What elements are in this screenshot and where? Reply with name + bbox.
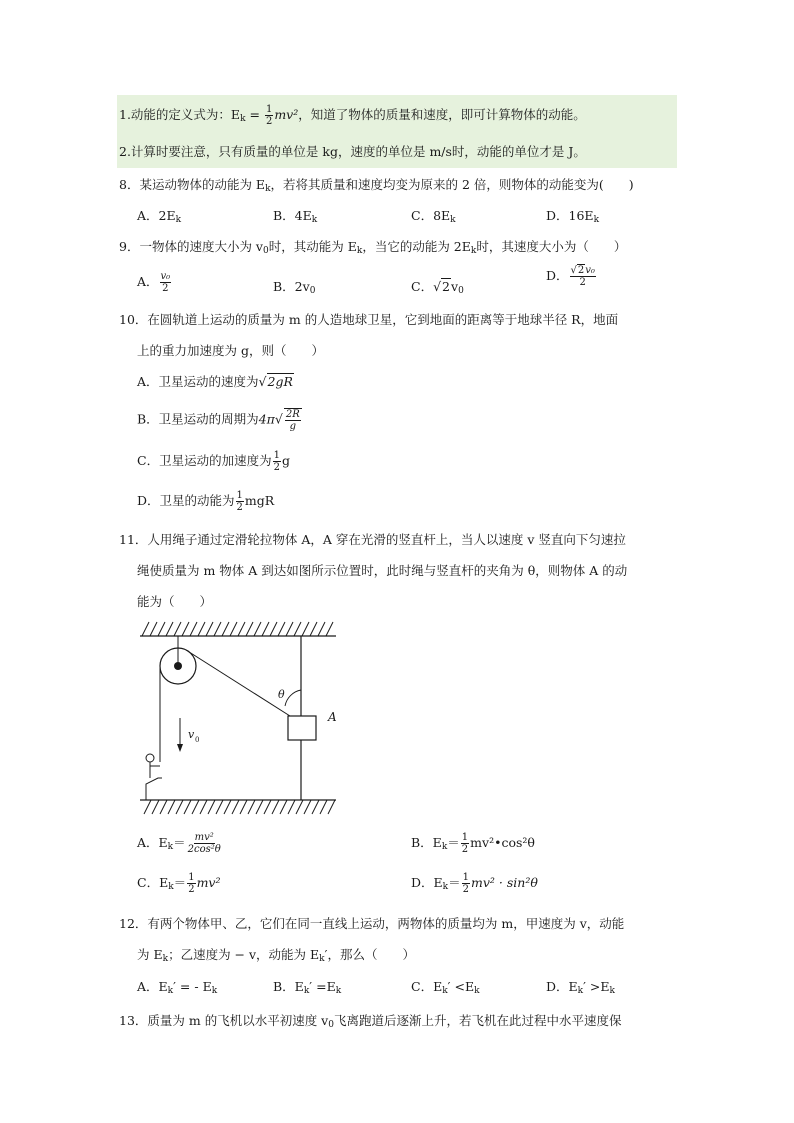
velocity-label: v (188, 728, 195, 741)
q9-a-label: A． (137, 274, 159, 289)
q10-d-text: D．卫星的动能为 (137, 493, 235, 508)
q11-c-post: mv² (196, 875, 221, 890)
q12-option-a[interactable] (137, 978, 217, 1000)
q11-a-sub: k (167, 842, 174, 852)
pulley-diagram (138, 618, 338, 818)
q12-b-post: ′ =E (309, 979, 336, 994)
q8-option-a[interactable] (137, 207, 181, 229)
q11-c-fraction (187, 872, 195, 895)
q12-sub-2: k (319, 954, 325, 964)
fraction-den: 2 (579, 277, 586, 288)
q11-b-eq: ＝ (447, 835, 460, 850)
q8-option-c[interactable] (411, 207, 456, 229)
note-line-1 (119, 104, 586, 128)
q10-b-pre: 4π (258, 411, 275, 427)
q13-stem-a: 13．质量为 m 的飞机以水平初速度 v (119, 1013, 329, 1028)
q11-d-label: D．E (411, 875, 443, 890)
q11-b-fraction (461, 832, 469, 855)
q12-b-sub2: k (335, 986, 342, 996)
q11-a-label: A．E (137, 835, 168, 850)
theta-label: θ (278, 688, 285, 701)
q8-d-text: D．16E (546, 208, 594, 223)
q11-a-fraction (187, 832, 222, 855)
q11-c-label: C．E (137, 875, 169, 890)
fraction-den: 2 (188, 884, 195, 895)
q8-d-sub: k (593, 215, 600, 225)
ground-stand (146, 778, 162, 800)
q11-option-d[interactable] (411, 872, 538, 896)
q12-c-sub2: k (474, 986, 480, 996)
q9-c-sqrt: 2 (442, 279, 450, 294)
question-10-stem-2: 上的重力加速度为 g，则（ ） (137, 343, 324, 358)
q9-stem-b: 时，其动能为 E (268, 239, 357, 254)
q12-c-sub: k (442, 986, 448, 996)
q8-c-text: C．8E (411, 208, 451, 223)
fraction-num: 2R (285, 409, 300, 420)
q10-option-b[interactable]: B．卫星运动的周期为4π√ $\frac{2R}{g}$ (137, 409, 300, 432)
q9-c-label: C． (411, 279, 434, 294)
note-1-eq: = (245, 107, 264, 122)
q8-stem-b: ，若将其质量和速度均变为原来的 2 倍，则物体的动能变为( ) (270, 177, 634, 192)
q12-b-text: B．E (273, 979, 304, 994)
fraction-den: 2 (462, 884, 470, 895)
q9-stem-c: ，当它的动能为 2E (362, 239, 471, 254)
q8-b-text: B．4E (273, 208, 312, 223)
q9-option-d[interactable] (546, 265, 597, 288)
q10-option-a[interactable]: A．卫星运动的速度为√2gR (137, 374, 293, 389)
q12-d-sub: k (577, 986, 584, 996)
fraction-den: 2 (162, 283, 169, 294)
q12-stem-b: ；乙速度为 − v，动能为 E (168, 947, 320, 962)
q9-subk: k (356, 246, 363, 256)
block-a-label: A (328, 710, 337, 724)
q10-d-fraction (236, 490, 244, 513)
pulley-axle (174, 662, 182, 670)
fraction-num: v₀ (160, 271, 171, 282)
fraction-den: 2cos²θ (187, 844, 221, 855)
q10-d-post: mgR (244, 493, 275, 508)
q9-d-v: v₀ (585, 265, 595, 276)
note-1-post: ，知道了物体的质量和速度，即可计算物体的动能。 (298, 107, 586, 122)
rope-slanted (186, 650, 290, 716)
fraction-num: 1 (461, 832, 469, 843)
q9-c-sub: 0 (458, 286, 464, 296)
q11-option-c[interactable] (137, 872, 221, 896)
question-11-stem-3: 能为（ ） (137, 594, 213, 609)
q9-subk-2: k (470, 246, 477, 256)
q10-option-c[interactable] (137, 450, 290, 473)
q9-option-b[interactable] (273, 278, 315, 300)
q11-option-a[interactable] (137, 832, 223, 856)
q10-c-fraction (273, 450, 281, 473)
q11-d-eq: ＝ (448, 875, 461, 890)
q12-sub-1: k (162, 954, 169, 964)
q10-option-d[interactable] (137, 490, 274, 513)
q12-stem-a: 为 E (137, 947, 163, 962)
angle-arc (285, 690, 301, 706)
q8-a-text: A．2E (137, 208, 176, 223)
q8-a-sub: k (175, 215, 182, 225)
question-11-stem-2: 绳使质量为 m 物体 A 到达如图所示位置时，此时绳与竖直杆的夹角为 θ，则物体 A 的动 (137, 563, 628, 578)
ceiling-hatch (142, 622, 333, 636)
velocity-sub: 0 (195, 736, 200, 744)
fraction-num: 1 (265, 104, 273, 115)
question-13-stem (119, 1012, 622, 1034)
q9-d-sqrt: 2 (577, 265, 585, 276)
note-1-fraction (265, 104, 273, 127)
q12-d-sub2: k (609, 986, 616, 996)
q12-b-sub: k (303, 986, 310, 996)
q11-c-eq: ＝ (173, 875, 187, 890)
fraction-den: 2 (265, 116, 273, 127)
fraction-num: 1 (462, 872, 470, 883)
fraction-den: 2 (273, 462, 280, 473)
q10-c-post: g (281, 453, 290, 468)
q9-sub0: 0 (263, 246, 269, 256)
q8-option-d[interactable] (546, 207, 599, 229)
fraction-num: 1 (236, 490, 243, 501)
q13-stem-b: 飞离跑道后逐渐上升，若飞机在此过程中水平速度保 (333, 1013, 622, 1028)
note-1-text: 1.动能的定义式为：E (119, 107, 241, 122)
fraction-den: 2 (236, 502, 243, 513)
q9-option-a[interactable] (137, 271, 172, 294)
q11-d-fraction (462, 872, 470, 895)
q8-c-sub: k (450, 215, 456, 225)
q9-b-sub: 0 (309, 286, 316, 296)
q12-c-text: C．E (411, 979, 443, 994)
block-a (288, 716, 316, 740)
q11-b-label: B．E (411, 835, 442, 850)
q8-b-sub: k (311, 215, 318, 225)
q9-d-fraction (570, 265, 596, 288)
q11-option-b[interactable] (411, 832, 535, 856)
q10-b-fraction (284, 408, 302, 432)
question-12-stem-1: 12．有两个物体甲、乙，它们在同一直线上运动，两物体的质量均为 m，甲速度为 v，动能 (119, 916, 625, 931)
q11-b-sub: k (441, 842, 448, 852)
question-9-stem (119, 238, 626, 260)
question-8-stem (119, 176, 634, 198)
q9-b-text: B．2v (273, 279, 310, 294)
velocity-arrowhead (177, 744, 183, 752)
q9-stem-d: 时，其速度大小为（ ） (476, 239, 627, 254)
q10-a-sqrt: 2gR (267, 374, 293, 389)
note-1-sub: k (240, 114, 246, 124)
q11-c-sub: k (168, 882, 174, 892)
q12-d-text: D．E (546, 979, 578, 994)
fraction-den: g (289, 421, 296, 432)
q13-sub: 0 (328, 1020, 334, 1030)
q9-d-label: D． (546, 268, 569, 283)
q10-b-text: B．卫星运动的周期为 (137, 411, 259, 427)
ground-hatch (144, 800, 335, 814)
q12-c-post: ′ <E (447, 979, 475, 994)
q8-stem-a: 8．某运动物体的动能为 E (119, 177, 266, 192)
note-line-2: 2.计算时要注意，只有质量的单位是 kg，速度的单位是 m/s时，动能的单位才是 J。 (119, 144, 586, 159)
q12-a-text: A．E (137, 979, 168, 994)
fraction-den: 2 (461, 844, 469, 855)
q12-d-post: ′ >E (583, 979, 610, 994)
q12-option-b[interactable] (273, 978, 341, 1000)
handle-icon (146, 754, 154, 762)
q10-c-text: C．卫星运动的加速度为 (137, 453, 272, 468)
q11-a-eq: ＝ (173, 835, 186, 850)
question-10-stem-1: 10．在圆轨道上运动的质量为 m 的人造地球卫星，它到地面的距离等于地球半径 R，地面 (119, 312, 619, 327)
q12-a-post: ′ = - E (173, 979, 212, 994)
fraction-num: 1 (273, 450, 280, 461)
q10-a-text: A．卫星运动的速度为 (137, 374, 259, 389)
question-12-stem-2 (137, 946, 415, 968)
q9-c-rest: v (451, 279, 459, 294)
fraction-num: 1 (188, 872, 195, 883)
q12-stem-c: ′，那么（ ） (324, 947, 415, 962)
fraction-num: mv² (194, 832, 214, 843)
q9-a-fraction (160, 271, 172, 294)
q9-stem-a: 9．一物体的速度大小为 v (119, 239, 263, 254)
q11-d-sub: k (442, 882, 449, 892)
q12-option-c[interactable] (411, 978, 480, 1000)
q11-b-post: mv²•cos²θ (470, 835, 535, 850)
q9-option-c[interactable]: C．$√2v_0$ (411, 279, 464, 296)
q8-option-b[interactable] (273, 207, 317, 229)
q11-d-post: mv² · sin²θ (471, 875, 538, 890)
note-1-expr: mv² (274, 107, 299, 122)
q12-a-sub2: k (211, 986, 218, 996)
question-11-stem-1: 11．人用绳子通过定滑轮拉物体 A，A 穿在光滑的竖直杆上，当人以速度 v 竖直向下匀速拉 (119, 532, 626, 547)
q12-a-sub: k (167, 986, 174, 996)
q12-option-d[interactable] (546, 978, 615, 1000)
fraction-num: √2v₀ (570, 265, 595, 276)
q8-stem-sub: k (265, 184, 271, 194)
